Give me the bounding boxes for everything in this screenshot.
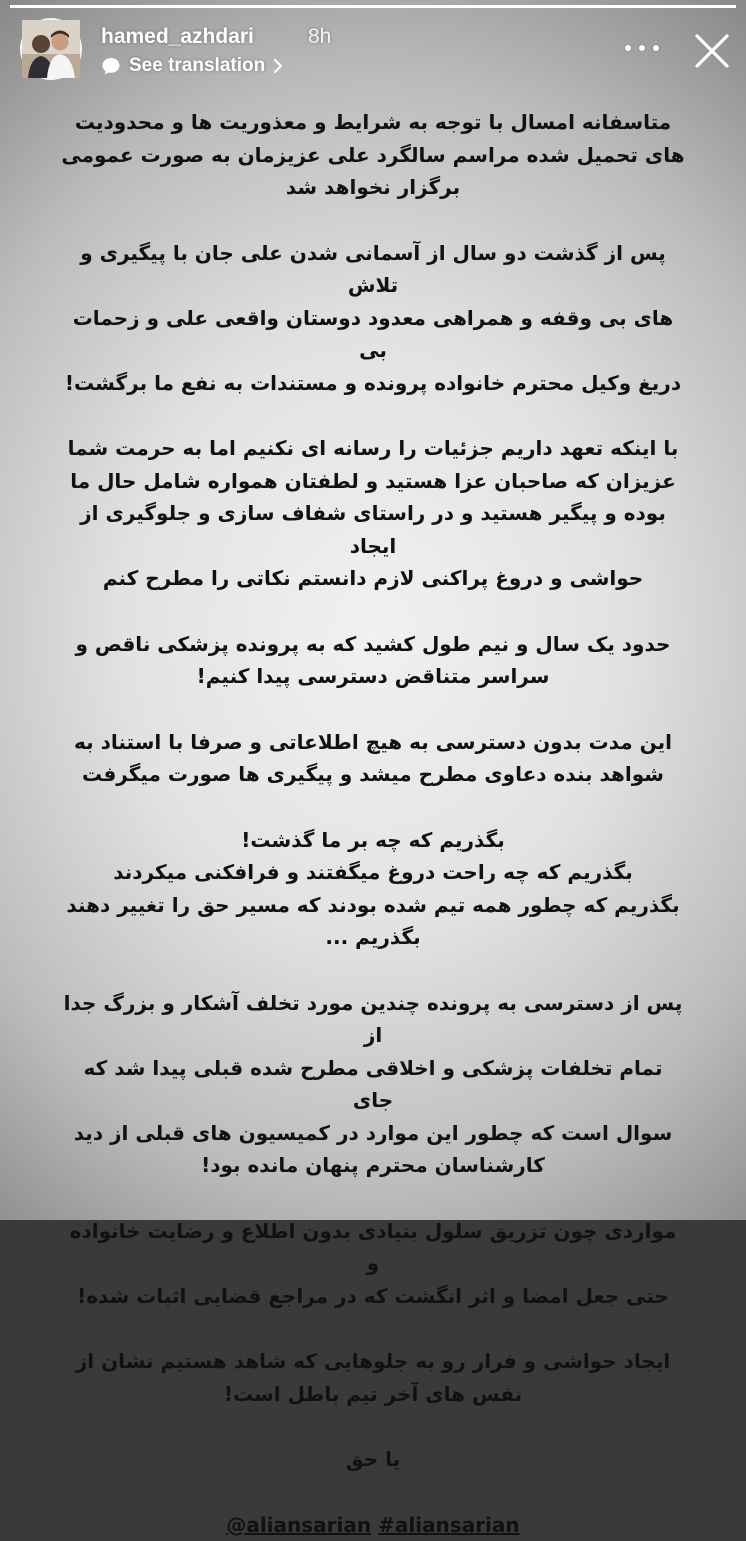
- story-line: مواردی چون تزریق سلول بنیادی بدون اطلاع و رضایت خانواده و: [60, 1215, 686, 1280]
- story-line: بگذریم ...: [60, 921, 686, 954]
- story-paragraphs: [60, 106, 686, 1410]
- story-paragraph: [60, 628, 686, 693]
- story-line: بگذریم که چه بر ما گذشت!: [60, 824, 686, 857]
- story-line: پس از گذشت دو سال از آسمانی شدن علی جان با پیگیری و تلاش: [60, 237, 686, 302]
- more-dots-icon: [639, 45, 645, 51]
- see-translation-label: See translation: [129, 55, 265, 77]
- story-paragraph: [60, 726, 686, 791]
- story-line: این مدت بدون دسترسی به هیچ اطلاعاتی و صرفا با استناد به: [60, 726, 686, 759]
- story-line: شواهد بنده دعاوی مطرح میشد و پیگیری ها صورت میگرفت: [60, 758, 686, 791]
- story-paragraph: [60, 106, 686, 204]
- story-line: نفس های آخر تیم باطل است!: [60, 1378, 686, 1411]
- story-line: حواشی و دروغ پراکنی لازم دانستم نکاتی را مطرح کنم: [60, 562, 686, 595]
- story-paragraph: [60, 1345, 686, 1410]
- story-line: سوال است که چطور این موارد در کمیسیون های قبلی از دید: [60, 1117, 686, 1150]
- avatar[interactable]: [22, 20, 80, 78]
- story-tags: [60, 1509, 686, 1541]
- story-line: حدود یک سال و نیم طول کشید که به پرونده پزشکی ناقص و: [60, 628, 686, 661]
- username[interactable]: hamed_azhdari: [101, 25, 254, 49]
- close-icon[interactable]: [693, 32, 731, 70]
- story-line: های بی وقفه و همراهی معدود دوستان واقعی علی و زحمات بی: [60, 302, 686, 367]
- story-paragraph: [60, 237, 686, 400]
- story-line: سراسر متناقض دسترسی پیدا کنیم!: [60, 660, 686, 693]
- more-options-button[interactable]: [625, 38, 659, 58]
- story-line: متاسفانه امسال با توجه به شرایط و معذوریت ها و محدودیت: [60, 106, 686, 139]
- story-text: [60, 106, 686, 1541]
- story-line: حتی جعل امضا و اثر انگشت که در مراجع قضایی اثبات شده!: [60, 1280, 686, 1313]
- story-line: کارشناسان محترم پنهان مانده بود!: [60, 1149, 686, 1182]
- story-paragraph: [60, 1215, 686, 1313]
- story-line: با اینکه تعهد داریم جزئیات را رسانه ای نکنیم اما به حرمت شما: [60, 432, 686, 465]
- story-header: [0, 0, 746, 100]
- story-line: پس از دسترسی به پرونده چندین مورد تخلف آشکار و بزرگ جدا از: [60, 987, 686, 1052]
- speech-bubble-icon: [101, 56, 121, 76]
- story-line: بوده و پیگیر هستید و در راستای شفاف سازی و جلوگیری از ایجاد: [60, 497, 686, 562]
- story-line: دریغ وکیل محترم خانواده پرونده و مستندات به نفع ما برگشت!: [60, 367, 686, 400]
- more-dots-icon: [653, 45, 659, 51]
- story-paragraph: [60, 987, 686, 1182]
- story-line: بگذریم که چطور همه تیم شده بودند که مسیر حق را تغییر دهند: [60, 889, 686, 922]
- avatar-photo-icon: [22, 20, 80, 78]
- see-translation-button[interactable]: [101, 54, 283, 78]
- sign-off: یا حق: [60, 1443, 686, 1476]
- story-timestamp: 8h: [308, 25, 331, 49]
- story-line: عزیزان که صاحبان عزا هستید و لطفتان همواره شامل حال ما: [60, 465, 686, 498]
- story-line: تمام تخلفات پزشکی و اخلاقی مطرح شده قبلی پیدا شد که جای: [60, 1052, 686, 1117]
- story-paragraph: [60, 432, 686, 595]
- story-paragraph: [60, 824, 686, 954]
- more-dots-icon: [625, 45, 631, 51]
- story-line: برگزار نخواهد شد: [60, 171, 686, 204]
- mention-tag[interactable]: @aliansarian: [226, 1513, 371, 1537]
- story-line: های تحمیل شده مراسم سالگرد علی عزیزمان به صورت عمومی: [60, 139, 686, 172]
- story-line: بگذریم که چه راحت دروغ میگفتند و فرافکنی میکردند: [60, 856, 686, 889]
- story-line: ایجاد حواشی و فرار رو به جلوهایی که شاهد هستیم نشان از: [60, 1345, 686, 1378]
- hashtag-tag[interactable]: #aliansarian: [378, 1513, 520, 1537]
- chevron-right-icon: [273, 58, 283, 74]
